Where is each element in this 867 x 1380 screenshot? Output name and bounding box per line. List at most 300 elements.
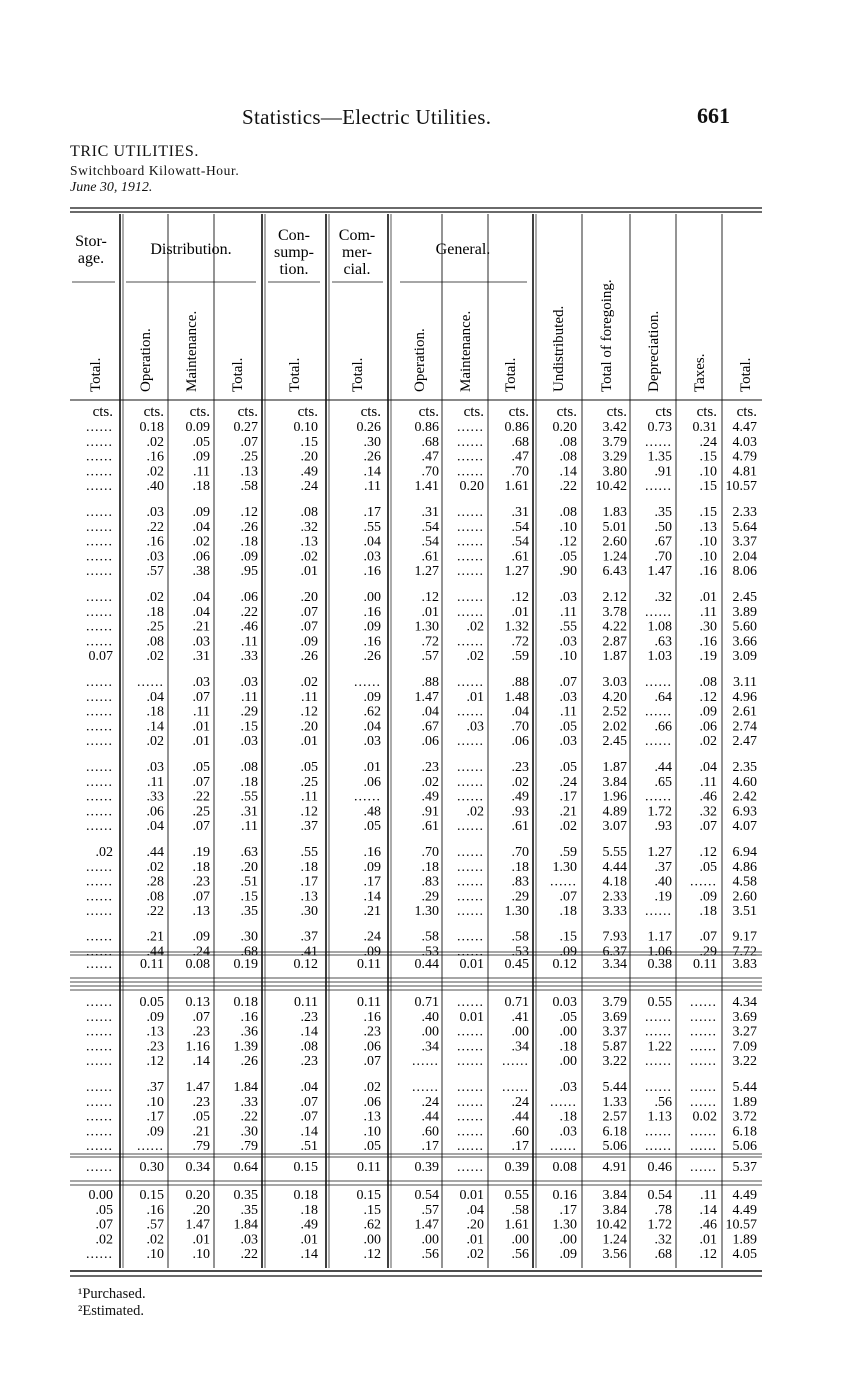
table-cell: .38 bbox=[192, 564, 210, 580]
table-cell: .15 bbox=[240, 889, 258, 905]
summary-cell: 1.89 bbox=[732, 1232, 757, 1248]
table-cell: .09 bbox=[699, 889, 717, 905]
table-cell: .21 bbox=[559, 804, 577, 820]
table-cell: .44 bbox=[146, 944, 164, 960]
table-cell: .66 bbox=[654, 719, 672, 735]
table-cell: .47 bbox=[421, 449, 439, 465]
summary-cell: .78 bbox=[654, 1202, 672, 1218]
table-cell: 4.60 bbox=[732, 774, 757, 790]
table-cell: .11 bbox=[241, 689, 258, 705]
table-cell: .10 bbox=[559, 519, 577, 535]
table-cell: 5.44 bbox=[602, 1080, 627, 1095]
table-cell: .35 bbox=[654, 505, 672, 520]
table-cell: 2.45 bbox=[732, 590, 757, 605]
table-cell: 1.41 bbox=[414, 479, 439, 495]
table-cell: .70 bbox=[511, 464, 529, 480]
table-cell: ...... bbox=[86, 1054, 113, 1070]
summary-cell: .01 bbox=[466, 1232, 484, 1248]
table-cell: ...... bbox=[86, 449, 113, 465]
table-cell: 2.74 bbox=[732, 719, 757, 735]
summary-cell: 0.20 bbox=[185, 1188, 210, 1203]
average-cell: 0.39 bbox=[414, 1160, 439, 1175]
table-cell: .06 bbox=[363, 774, 381, 790]
units-label: cts bbox=[655, 404, 672, 420]
table-cell: .59 bbox=[511, 649, 529, 665]
table-cell: ...... bbox=[86, 420, 113, 435]
units-label: cts. bbox=[463, 404, 484, 420]
table-cell: .04 bbox=[300, 1080, 318, 1095]
table-cell: .17 bbox=[511, 1139, 529, 1155]
table-cell: ...... bbox=[86, 505, 113, 520]
summary-cell: .14 bbox=[300, 1247, 318, 1263]
table-cell: 1.13 bbox=[647, 1109, 672, 1125]
table-cell: .05 bbox=[300, 760, 318, 775]
average-cell: 3.83 bbox=[732, 957, 757, 972]
table-cell: .04 bbox=[192, 604, 210, 620]
table-cell: .23 bbox=[300, 1009, 318, 1025]
table-cell: 5.60 bbox=[732, 619, 757, 635]
average-cell: 0.46 bbox=[647, 1160, 672, 1175]
table-cell: .29 bbox=[699, 944, 717, 960]
table-cell: .13 bbox=[699, 519, 717, 535]
table-cell: ...... bbox=[502, 1054, 529, 1070]
table-cell: .31 bbox=[192, 649, 210, 665]
table-cell: .93 bbox=[654, 819, 672, 835]
table-cell: .18 bbox=[559, 1109, 577, 1125]
table-cell: .20 bbox=[300, 449, 318, 465]
table-cell: .14 bbox=[300, 1024, 318, 1040]
footnote-purchased: ¹Purchased. bbox=[78, 1286, 146, 1302]
table-cell: ...... bbox=[645, 675, 672, 690]
table-cell: .07 bbox=[192, 1009, 210, 1025]
page-title: Statistics—Electric Utilities. bbox=[242, 105, 492, 129]
table-cell: ...... bbox=[550, 874, 577, 890]
table-cell: ...... bbox=[86, 464, 113, 480]
table-cell: 1.87 bbox=[602, 760, 627, 775]
table-cell: .33 bbox=[240, 649, 258, 665]
summary-cell: 4.49 bbox=[732, 1202, 757, 1218]
table-cell: .00 bbox=[559, 1024, 577, 1040]
table-cell: .03 bbox=[559, 634, 577, 650]
table-cell: .40 bbox=[146, 479, 164, 495]
table-cell: .08 bbox=[146, 889, 164, 905]
table-cell: .29 bbox=[511, 889, 529, 905]
table-cell: ...... bbox=[86, 874, 113, 890]
table-cell: 10.42 bbox=[595, 479, 627, 495]
table-cell: 6.18 bbox=[602, 1124, 627, 1140]
table-cell: .11 bbox=[364, 479, 381, 495]
table-cell: .02 bbox=[300, 675, 318, 690]
summary-cell: .22 bbox=[240, 1247, 258, 1263]
table-cell: .18 bbox=[559, 1039, 577, 1055]
table-cell: .17 bbox=[559, 789, 577, 805]
table-cell: .06 bbox=[192, 549, 210, 565]
table-cell: .56 bbox=[654, 1094, 672, 1110]
summary-cell: 1.24 bbox=[602, 1232, 627, 1248]
table-cell: .21 bbox=[363, 904, 381, 920]
table-cell: .22 bbox=[146, 519, 164, 535]
summary-cell: .58 bbox=[511, 1202, 529, 1218]
summary-cell: .56 bbox=[511, 1247, 529, 1263]
table-cell: .02 bbox=[421, 774, 439, 790]
table-cell: .21 bbox=[192, 619, 210, 635]
table-cell: 1.35 bbox=[647, 449, 672, 465]
table-cell: .09 bbox=[363, 859, 381, 875]
table-cell: .26 bbox=[240, 519, 258, 535]
average-cell: 0.08 bbox=[552, 1160, 577, 1175]
table-cell: .13 bbox=[240, 464, 258, 480]
table-cell: .15 bbox=[699, 479, 717, 495]
table-cell: .07 bbox=[192, 689, 210, 705]
table-cell: .24 bbox=[511, 1094, 529, 1110]
table-cell: .06 bbox=[146, 804, 164, 820]
table-cell: 0.20 bbox=[552, 420, 577, 435]
table-cell: .03 bbox=[146, 549, 164, 565]
summary-cell: 1.61 bbox=[504, 1217, 529, 1233]
table-cell: .79 bbox=[240, 1139, 258, 1155]
summary-cell: 0.54 bbox=[414, 1188, 439, 1203]
column-header: Total. bbox=[230, 357, 246, 392]
table-cell: .08 bbox=[300, 505, 318, 520]
table-cell: .62 bbox=[363, 704, 381, 720]
units-label: cts. bbox=[736, 404, 757, 420]
table-cell: ...... bbox=[645, 704, 672, 720]
table-cell: .18 bbox=[559, 904, 577, 920]
table-cell: 0.31 bbox=[692, 420, 717, 435]
table-cell: .55 bbox=[240, 789, 258, 805]
table-cell: .21 bbox=[192, 1124, 210, 1140]
page-number: 661 bbox=[697, 103, 730, 128]
table-cell: 3.66 bbox=[732, 634, 757, 650]
summary-cell: 0.00 bbox=[88, 1188, 113, 1203]
table-cell: ...... bbox=[86, 1109, 113, 1125]
table-cell: .06 bbox=[240, 590, 258, 605]
table-cell: .37 bbox=[300, 819, 318, 835]
table-cell: .26 bbox=[363, 449, 381, 465]
table-cell: .16 bbox=[699, 634, 717, 650]
table-cell: 2.60 bbox=[732, 889, 757, 905]
table-cell: .09 bbox=[240, 549, 258, 565]
table-cell: .01 bbox=[300, 734, 318, 750]
table-cell: .29 bbox=[421, 889, 439, 905]
summary-cell: .02 bbox=[466, 1247, 484, 1263]
table-cell: .17 bbox=[146, 1109, 164, 1125]
table-cell: 0.13 bbox=[185, 995, 210, 1010]
table-cell: .07 bbox=[699, 929, 717, 945]
table-cell: .91 bbox=[654, 464, 672, 480]
table-cell: .55 bbox=[300, 845, 318, 860]
table-cell: .12 bbox=[300, 704, 318, 720]
table-cell: .07 bbox=[559, 889, 577, 905]
table-cell: 5.06 bbox=[732, 1139, 757, 1155]
table-cell: .09 bbox=[300, 634, 318, 650]
table-cell: 1.33 bbox=[602, 1094, 627, 1110]
table-cell: ...... bbox=[457, 859, 484, 875]
units-label: cts. bbox=[143, 404, 164, 420]
table-cell: 3.69 bbox=[602, 1009, 627, 1025]
summary-cell: 1.72 bbox=[647, 1217, 672, 1233]
table-cell: ...... bbox=[645, 1024, 672, 1040]
summary-cell: 10.42 bbox=[595, 1217, 627, 1233]
table-cell: 3.03 bbox=[602, 675, 627, 690]
table-cell: 3.89 bbox=[732, 604, 757, 620]
table-cell: .51 bbox=[240, 874, 258, 890]
table-cell: .23 bbox=[511, 760, 529, 775]
table-cell: .61 bbox=[421, 819, 439, 835]
table-cell: .12 bbox=[559, 534, 577, 550]
table-cell: .12 bbox=[240, 505, 258, 520]
table-cell: .14 bbox=[146, 719, 164, 735]
table-cell: ...... bbox=[457, 549, 484, 565]
table-cell: 7.93 bbox=[602, 929, 627, 945]
table-cell: .15 bbox=[699, 505, 717, 520]
table-cell: ...... bbox=[457, 505, 484, 520]
table-cell: .02 bbox=[699, 734, 717, 750]
summary-cell: .68 bbox=[654, 1247, 672, 1263]
table-cell: 4.89 bbox=[602, 804, 627, 820]
table-cell: .24 bbox=[559, 774, 577, 790]
table-cell: 1.27 bbox=[504, 564, 529, 580]
table-cell: .12 bbox=[300, 804, 318, 820]
table-cell: .30 bbox=[699, 619, 717, 635]
table-cell: .70 bbox=[654, 549, 672, 565]
table-cell: .55 bbox=[363, 519, 381, 535]
table-cell: 0.71 bbox=[414, 995, 439, 1010]
table-cell: 3.07 bbox=[602, 819, 627, 835]
table-cell: .09 bbox=[146, 1124, 164, 1140]
summary-cell: 3.84 bbox=[602, 1202, 627, 1218]
table-cell: .32 bbox=[699, 804, 717, 820]
table-cell: 4.34 bbox=[732, 995, 757, 1010]
summary-cell: .57 bbox=[146, 1217, 164, 1233]
table-cell: .11 bbox=[700, 604, 717, 620]
table-cell: ...... bbox=[457, 1109, 484, 1125]
table-cell: 3.72 bbox=[732, 1109, 757, 1125]
table-cell: .03 bbox=[559, 1124, 577, 1140]
units-label: cts. bbox=[418, 404, 439, 420]
table-cell: .18 bbox=[146, 704, 164, 720]
table-cell: .53 bbox=[421, 944, 439, 960]
table-cell: .07 bbox=[363, 1054, 381, 1070]
summary-cell: 0.55 bbox=[504, 1188, 529, 1203]
summary-cell: .57 bbox=[421, 1202, 439, 1218]
table-cell: ...... bbox=[645, 904, 672, 920]
summary-cell: .03 bbox=[240, 1232, 258, 1248]
table-cell: 5.44 bbox=[732, 1080, 757, 1095]
table-cell: ...... bbox=[645, 734, 672, 750]
table-cell: .09 bbox=[559, 944, 577, 960]
table-cell: .09 bbox=[146, 1009, 164, 1025]
table-cell: .09 bbox=[192, 929, 210, 945]
table-cell: .01 bbox=[363, 760, 381, 775]
summary-cell: 4.05 bbox=[732, 1247, 757, 1263]
units-label: cts. bbox=[556, 404, 577, 420]
table-cell: .18 bbox=[421, 859, 439, 875]
table-cell: .24 bbox=[192, 944, 210, 960]
table-cell: ...... bbox=[86, 929, 113, 945]
table-cell: ...... bbox=[412, 1080, 439, 1095]
table-cell: .03 bbox=[192, 634, 210, 650]
average-cell: 0.12 bbox=[552, 957, 577, 972]
summary-cell: .18 bbox=[300, 1202, 318, 1218]
table-cell: .04 bbox=[146, 689, 164, 705]
summary-cell: 1.47 bbox=[185, 1217, 210, 1233]
summary-cell: 10.57 bbox=[725, 1217, 757, 1233]
table-cell: 3.22 bbox=[602, 1054, 627, 1070]
table-cell: .08 bbox=[699, 675, 717, 690]
table-cell: ...... bbox=[502, 1080, 529, 1095]
table-cell: 3.51 bbox=[732, 904, 757, 920]
table-cell: .04 bbox=[363, 719, 381, 735]
table-cell: .03 bbox=[240, 734, 258, 750]
table-cell: .21 bbox=[146, 929, 164, 945]
table-cell: .08 bbox=[146, 634, 164, 650]
table-cell: .55 bbox=[559, 619, 577, 635]
table-cell: 2.04 bbox=[732, 549, 757, 565]
units-label: cts. bbox=[237, 404, 258, 420]
table-cell: 2.57 bbox=[602, 1109, 627, 1125]
table-cell: ...... bbox=[86, 944, 113, 960]
table-cell: .57 bbox=[421, 649, 439, 665]
average-cell: ...... bbox=[86, 1160, 113, 1175]
table-cell: .90 bbox=[559, 564, 577, 580]
table-cell: .07 bbox=[559, 675, 577, 690]
table-cell: .04 bbox=[363, 534, 381, 550]
table-cell: ...... bbox=[457, 929, 484, 945]
table-cell: ...... bbox=[86, 889, 113, 905]
table-cell: .08 bbox=[300, 1039, 318, 1055]
table-cell: .10 bbox=[699, 534, 717, 550]
table-cell: .58 bbox=[511, 929, 529, 945]
table-cell: .14 bbox=[363, 889, 381, 905]
table-cell: 8.06 bbox=[732, 564, 757, 580]
table-cell: 1.06 bbox=[647, 944, 672, 960]
table-cell: .88 bbox=[511, 675, 529, 690]
table-cell: .13 bbox=[300, 889, 318, 905]
table-cell: .07 bbox=[300, 619, 318, 635]
table-cell: 3.79 bbox=[602, 995, 627, 1010]
table-cell: .29 bbox=[240, 704, 258, 720]
summary-cell: .00 bbox=[511, 1232, 529, 1248]
table-cell: 1.47 bbox=[185, 1080, 210, 1095]
table-cell: 0.20 bbox=[459, 479, 484, 495]
table-cell: .08 bbox=[240, 760, 258, 775]
table-cell: ...... bbox=[457, 1124, 484, 1140]
table-cell: 2.47 bbox=[732, 734, 757, 750]
table-cell: .04 bbox=[192, 590, 210, 605]
summary-cell: .12 bbox=[363, 1247, 381, 1263]
table-cell: ...... bbox=[86, 789, 113, 805]
table-cell: .22 bbox=[240, 604, 258, 620]
table-cell: .20 bbox=[300, 590, 318, 605]
table-cell: .04 bbox=[192, 519, 210, 535]
table-cell: .34 bbox=[511, 1039, 529, 1055]
average-cell: 0.11 bbox=[357, 1160, 381, 1175]
table-cell: ...... bbox=[86, 734, 113, 750]
table-cell: .68 bbox=[511, 434, 529, 450]
table-cell: .26 bbox=[300, 649, 318, 665]
table-cell: .17 bbox=[300, 874, 318, 890]
column-header: Maintenance. bbox=[458, 310, 474, 392]
table-cell: .06 bbox=[511, 734, 529, 750]
summary-cell: .56 bbox=[421, 1247, 439, 1263]
table-cell: .19 bbox=[654, 889, 672, 905]
table-cell: ...... bbox=[690, 995, 717, 1010]
table-cell: .25 bbox=[192, 804, 210, 820]
table-cell: 1.27 bbox=[647, 845, 672, 860]
table-cell: .11 bbox=[301, 789, 318, 805]
table-cell: 4.47 bbox=[732, 420, 757, 435]
table-cell: .16 bbox=[240, 1009, 258, 1025]
table-cell: .83 bbox=[421, 874, 439, 890]
table-cell: 1.03 bbox=[647, 649, 672, 665]
table-cell: .61 bbox=[511, 549, 529, 565]
summary-cell: .05 bbox=[95, 1202, 113, 1218]
table-cell: ...... bbox=[86, 1094, 113, 1110]
table-cell: 0.26 bbox=[356, 420, 381, 435]
table-cell: .22 bbox=[559, 479, 577, 495]
table-cell: ...... bbox=[86, 689, 113, 705]
average-cell: 0.12 bbox=[293, 957, 318, 972]
table-cell: .13 bbox=[363, 1109, 381, 1125]
table-cell: ...... bbox=[86, 859, 113, 875]
table-cell: .16 bbox=[363, 634, 381, 650]
table-cell: .25 bbox=[300, 774, 318, 790]
table-cell: 1.61 bbox=[504, 479, 529, 495]
table-cell: ...... bbox=[86, 434, 113, 450]
table-cell: ...... bbox=[457, 675, 484, 690]
table-cell: .31 bbox=[511, 505, 529, 520]
table-cell: 1.72 bbox=[647, 804, 672, 820]
table-cell: ...... bbox=[690, 1124, 717, 1140]
summary-cell: 0.54 bbox=[647, 1188, 672, 1203]
table-cell: ...... bbox=[550, 1094, 577, 1110]
table-cell: .35 bbox=[240, 904, 258, 920]
table-cell: .34 bbox=[421, 1039, 439, 1055]
table-cell: .31 bbox=[240, 804, 258, 820]
table-cell: .46 bbox=[240, 619, 258, 635]
table-cell: .11 bbox=[241, 819, 258, 835]
units-label: cts. bbox=[606, 404, 627, 420]
table-cell: ...... bbox=[457, 1094, 484, 1110]
table-cell: 1.96 bbox=[602, 789, 627, 805]
table-cell: .01 bbox=[192, 734, 210, 750]
table-cell: .15 bbox=[240, 719, 258, 735]
table-cell: .30 bbox=[300, 904, 318, 920]
summary-cell: .62 bbox=[363, 1217, 381, 1233]
table-cell: .17 bbox=[363, 505, 381, 520]
table-cell: .67 bbox=[421, 719, 439, 735]
summary-cell: ...... bbox=[86, 1247, 113, 1263]
summary-cell: 1.30 bbox=[552, 1217, 577, 1233]
table-cell: ...... bbox=[457, 995, 484, 1010]
header-consumption: tion. bbox=[279, 261, 309, 278]
table-cell: .23 bbox=[192, 1024, 210, 1040]
table-cell: .13 bbox=[146, 1024, 164, 1040]
table-cell: 1.27 bbox=[414, 564, 439, 580]
table-cell: 3.37 bbox=[732, 534, 757, 550]
table-cell: 10.57 bbox=[725, 479, 757, 495]
table-cell: .32 bbox=[654, 590, 672, 605]
table-cell: ...... bbox=[86, 590, 113, 605]
table-cell: ...... bbox=[457, 464, 484, 480]
table-cell: ...... bbox=[690, 1139, 717, 1155]
table-cell: ...... bbox=[86, 904, 113, 920]
column-header: Total of foregoing. bbox=[599, 279, 615, 392]
summary-cell: .01 bbox=[192, 1232, 210, 1248]
table-cell: .30 bbox=[240, 929, 258, 945]
table-cell: .22 bbox=[192, 789, 210, 805]
